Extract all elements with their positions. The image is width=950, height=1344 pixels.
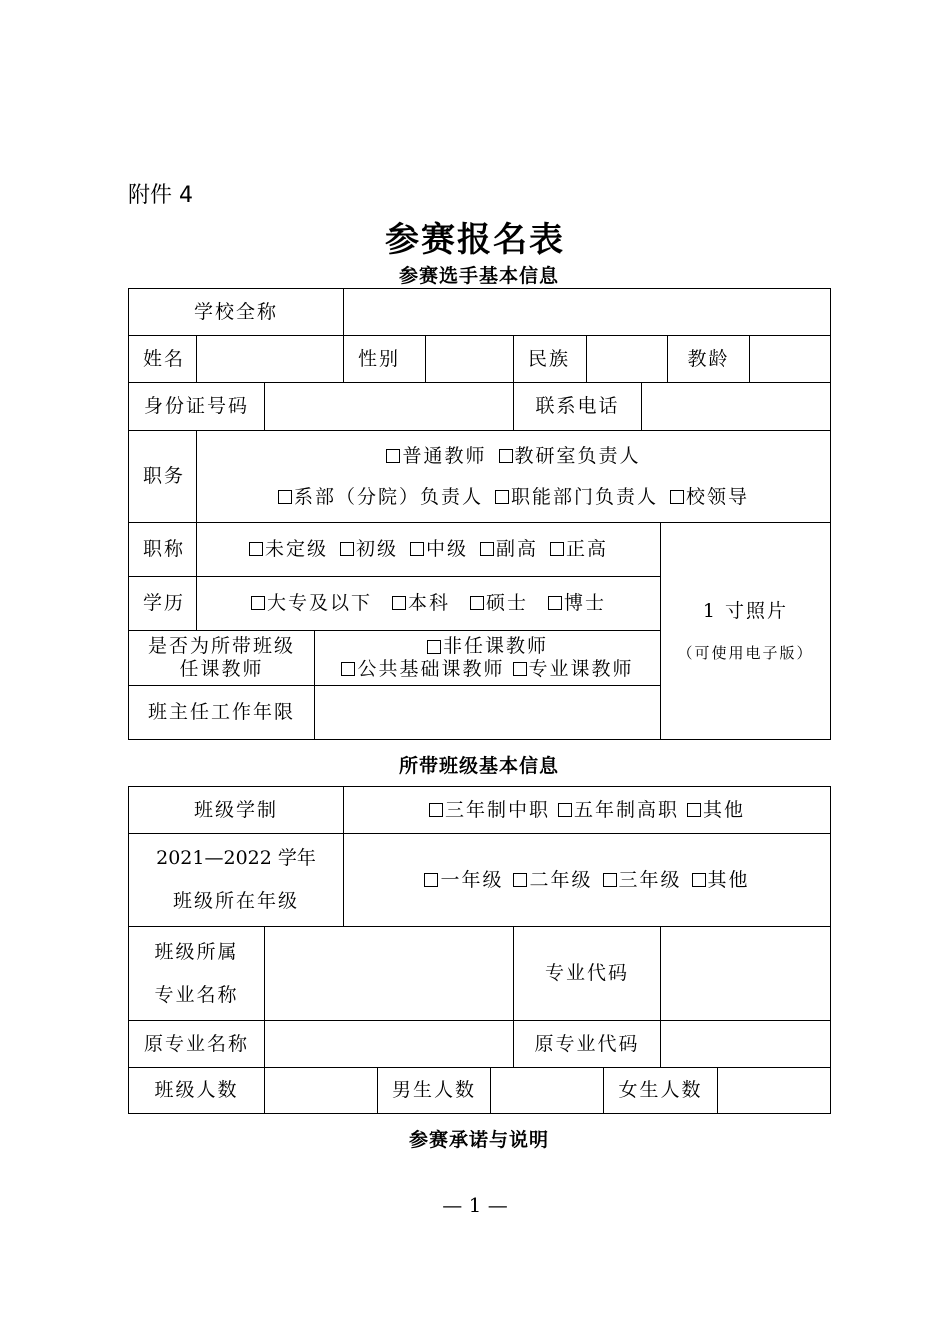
title-option[interactable]: 未定级 xyxy=(249,538,328,561)
female-count-label: 女生人数 xyxy=(604,1068,718,1114)
teaching-years-label: 教龄 xyxy=(668,336,750,383)
education-option[interactable]: 硕士 xyxy=(470,592,528,615)
photo-box[interactable] xyxy=(661,523,831,740)
class-system-option[interactable]: 三年制中职 xyxy=(429,799,550,822)
id-number-input[interactable] xyxy=(265,383,514,431)
class-system-options xyxy=(344,787,831,834)
education-option[interactable]: 本科 xyxy=(392,592,450,615)
teaching-years-input[interactable] xyxy=(750,336,831,383)
basic-info-table xyxy=(128,288,831,740)
checkbox-icon[interactable] xyxy=(427,640,441,654)
education-option[interactable]: 大专及以下 xyxy=(251,592,372,615)
title-option[interactable]: 中级 xyxy=(410,538,468,561)
checkbox-icon[interactable] xyxy=(495,490,509,504)
checkbox-icon[interactable] xyxy=(550,542,564,556)
name-label: 姓名 xyxy=(129,336,197,383)
checkbox-icon[interactable] xyxy=(692,873,706,887)
checkbox-icon[interactable] xyxy=(513,662,527,676)
checkbox-icon[interactable] xyxy=(513,873,527,887)
grade-option[interactable]: 其他 xyxy=(692,869,750,892)
section-class-info-heading: 所带班级基本信息 xyxy=(398,755,559,777)
ethnicity-input[interactable] xyxy=(587,336,668,383)
title-option[interactable]: 初级 xyxy=(340,538,398,561)
grade-label: 2021—2022 学年 班级所在年级 xyxy=(129,834,344,927)
male-count-label: 男生人数 xyxy=(378,1068,491,1114)
phone-input[interactable] xyxy=(642,383,831,431)
class-system-option[interactable]: 五年制高职 xyxy=(558,799,679,822)
photo-note: （可使用电子版） xyxy=(677,644,814,663)
position-option[interactable]: 普通教师 xyxy=(386,445,486,468)
checkbox-icon[interactable] xyxy=(278,490,292,504)
homeroom-years-label: 班主任工作年限 xyxy=(129,686,315,740)
section-commitment-heading: 参赛承诺与说明 xyxy=(408,1129,549,1151)
checkbox-icon[interactable] xyxy=(251,596,265,610)
gender-label: 性别 xyxy=(344,336,426,383)
class-teacher-option[interactable]: 专业课教师 xyxy=(513,658,634,681)
major-input[interactable] xyxy=(265,927,514,1021)
photo-label: 1 寸照片 xyxy=(702,599,789,622)
ethnicity-label: 民族 xyxy=(514,336,587,383)
checkbox-icon[interactable] xyxy=(470,596,484,610)
orig-major-input[interactable] xyxy=(265,1021,514,1068)
title-option[interactable]: 副高 xyxy=(480,538,538,561)
major-label: 班级所属 专业名称 xyxy=(129,927,265,1021)
class-system-option[interactable]: 其他 xyxy=(687,799,745,822)
section-basic-info-heading: 参赛选手基本信息 xyxy=(398,265,559,287)
name-input[interactable] xyxy=(197,336,344,383)
class-count-input[interactable] xyxy=(265,1068,378,1114)
checkbox-icon[interactable] xyxy=(386,449,400,463)
title-option[interactable]: 正高 xyxy=(550,538,608,561)
school-input[interactable] xyxy=(344,289,831,336)
class-teacher-option[interactable]: 非任课教师 xyxy=(427,635,548,658)
position-options xyxy=(197,431,831,523)
checkbox-icon[interactable] xyxy=(548,596,562,610)
checkbox-icon[interactable] xyxy=(499,449,513,463)
page-number: — 1 — xyxy=(442,1193,508,1217)
title-options xyxy=(197,523,661,577)
checkbox-icon[interactable] xyxy=(670,490,684,504)
phone-label: 联系电话 xyxy=(514,383,642,431)
checkbox-icon[interactable] xyxy=(410,542,424,556)
class-teacher-option[interactable]: 公共基础课教师 xyxy=(341,658,504,681)
orig-major-code-input[interactable] xyxy=(661,1021,831,1068)
grade-option[interactable]: 三年级 xyxy=(603,869,682,892)
education-options xyxy=(197,577,661,631)
orig-major-label: 原专业名称 xyxy=(129,1021,265,1068)
position-option[interactable]: 校领导 xyxy=(670,486,749,509)
grade-options xyxy=(344,834,831,927)
position-option[interactable]: 教研室负责人 xyxy=(499,445,641,468)
checkbox-icon[interactable] xyxy=(603,873,617,887)
position-option[interactable]: 系部（分院）负责人 xyxy=(278,486,483,509)
gender-input[interactable] xyxy=(426,336,514,383)
class-system-label: 班级学制 xyxy=(129,787,344,834)
checkbox-icon[interactable] xyxy=(392,596,406,610)
checkbox-icon[interactable] xyxy=(480,542,494,556)
checkbox-icon[interactable] xyxy=(340,542,354,556)
position-label: 职务 xyxy=(129,431,197,523)
homeroom-years-input[interactable] xyxy=(315,686,661,740)
class-count-label: 班级人数 xyxy=(129,1068,265,1114)
school-label: 学校全称 xyxy=(129,289,344,336)
class-teacher-label: 是否为所带班级 任课教师 xyxy=(129,631,315,686)
title-label: 职称 xyxy=(129,523,197,577)
male-count-input[interactable] xyxy=(491,1068,604,1114)
checkbox-icon[interactable] xyxy=(341,662,355,676)
major-code-input[interactable] xyxy=(661,927,831,1021)
checkbox-icon[interactable] xyxy=(687,803,701,817)
grade-option[interactable]: 一年级 xyxy=(424,869,503,892)
checkbox-icon[interactable] xyxy=(424,873,438,887)
attachment-label: 附件 4 xyxy=(128,183,193,208)
orig-major-code-label: 原专业代码 xyxy=(514,1021,661,1068)
class-teacher-options xyxy=(315,631,661,686)
position-option[interactable]: 职能部门负责人 xyxy=(495,486,658,509)
major-code-label: 专业代码 xyxy=(514,927,661,1021)
grade-option[interactable]: 二年级 xyxy=(513,869,592,892)
checkbox-icon[interactable] xyxy=(429,803,443,817)
female-count-input[interactable] xyxy=(718,1068,831,1114)
education-option[interactable]: 博士 xyxy=(548,592,606,615)
checkbox-icon[interactable] xyxy=(249,542,263,556)
education-label: 学历 xyxy=(129,577,197,631)
class-info-table xyxy=(128,786,831,1114)
checkbox-icon[interactable] xyxy=(558,803,572,817)
form-title: 参赛报名表 xyxy=(385,220,565,260)
id-number-label: 身份证号码 xyxy=(129,383,265,431)
